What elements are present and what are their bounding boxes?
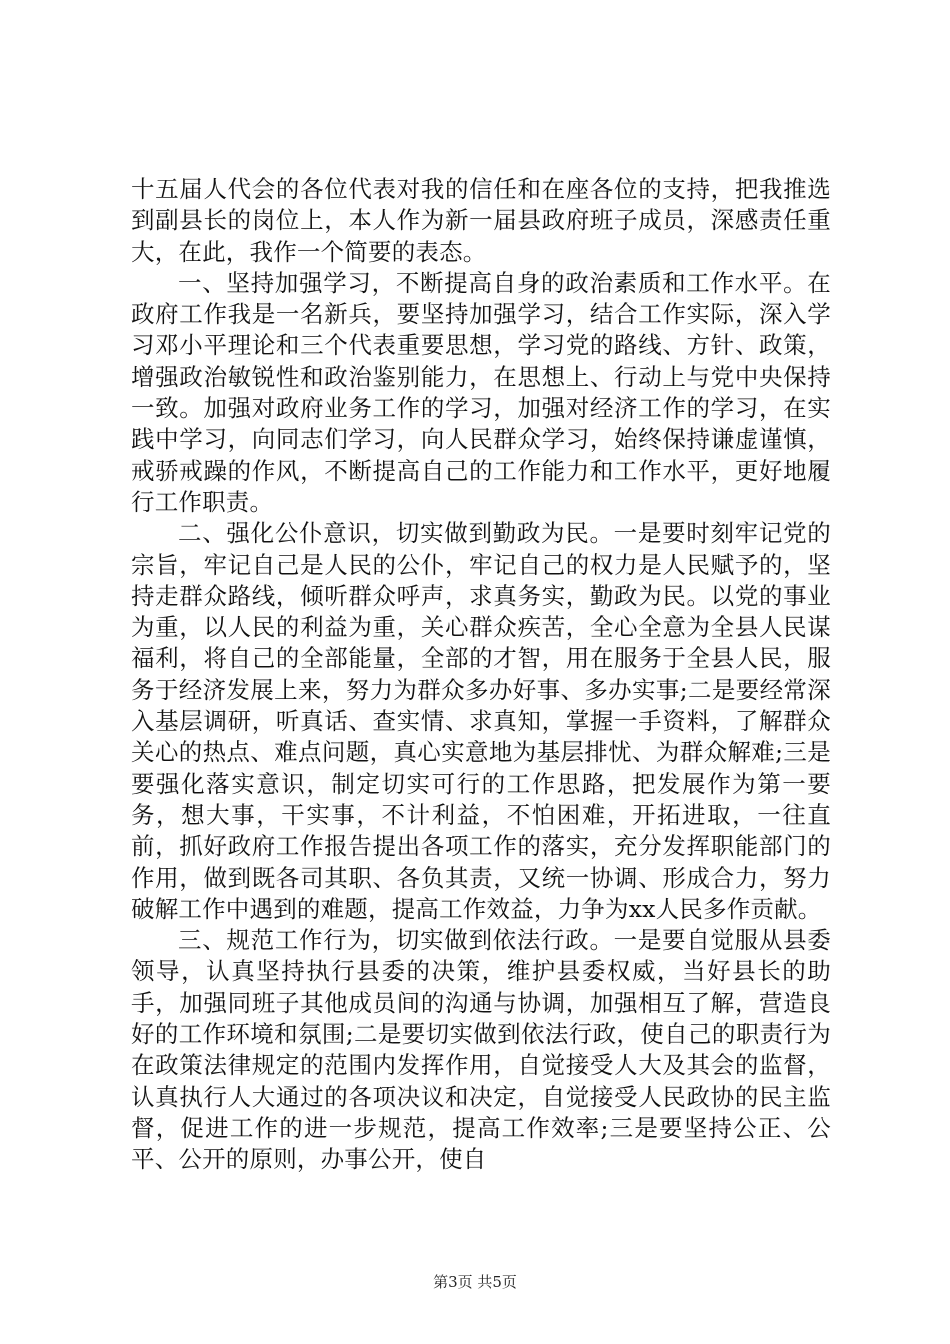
document-body	[131, 174, 831, 1176]
page-number-footer: 第3页 共5页	[433, 1273, 517, 1291]
paragraph-rule-of-law: 三、规范工作行为，切实做到依法行政。一是要自觉服从县委领导，认真坚持执行县委的决策，维护县委权威，当好县长的助手，加强同班子其他成员间的沟通与协调，加强相互了解，营造良好的工作环境和氛围;二是要切实做到依法行政，使自己的职责行为在政策法律规定的范围内发挥作用，自觉接受人大及其会的监督，认真执行人大通过的各项决议和决定，自觉接受人民政协的民主监督，促进工作的进一步规范，提高工作效率;三是要坚持公正、公平、公开的原则，办事公开，使自	[131, 926, 831, 1174]
opening-paragraph: 十五届人代会的各位代表对我的信任和在座各位的支持，把我推选到副县长的岗位上，本人作为新一届县政府班子成员，深感责任重大，在此，我作一个简要的表态。	[131, 175, 831, 266]
paragraph-study: 一、坚持加强学习，不断提高自身的政治素质和工作水平。在政府工作我是一名新兵，要坚持加强学习，结合工作实际，深入学习邓小平理论和三个代表重要思想，学习党的路线、方针、政策，增强政治敏锐性和政治鉴别能力，在思想上、行动上与党中央保持一致。加强对政府业务工作的学习，加强对经济工作的学习，在实践中学习，向同志们学习，向人民群众学习，始终保持谦虚谨慎，戒骄戒躁的作风，不断提高自己的工作能力和工作水平，更好地履行工作职责。	[131, 268, 831, 516]
paragraph-public-servant: 二、强化公仆意识，切实做到勤政为民。一是要时刻牢记党的宗旨，牢记自己是人民的公仆，牢记自己的权力是人民赋予的，坚持走群众路线，倾听群众呼声，求真务实，勤政为民。以党的事业为重，以人民的利益为重，关心群众疾苦，全心全意为全县人民谋福利，将自己的全部能量，全部的才智，用在服务于全县人民，服务于经济发展上来，努力为群众多办好事、多办实事;二是要经常深入基层调研，听真话、查实情、求真知，掌握一手资料，了解群众关心的热点、难点问题，真心实意地为基层排忧、为群众解难;三是要强化落实意识，制定切实可行的工作思路，把发展作为第一要务，想大事，干实事，不计利益，不怕困难，开拓进取，一往直前，抓好政府工作报告提出各项工作的落实，充分发挥职能部门的作用，做到既各司其职、各负其责，又统一协调、形成合力，努力破解工作中遇到的难题，提高工作效益，力争为xx人民多作贡献。	[131, 519, 831, 923]
